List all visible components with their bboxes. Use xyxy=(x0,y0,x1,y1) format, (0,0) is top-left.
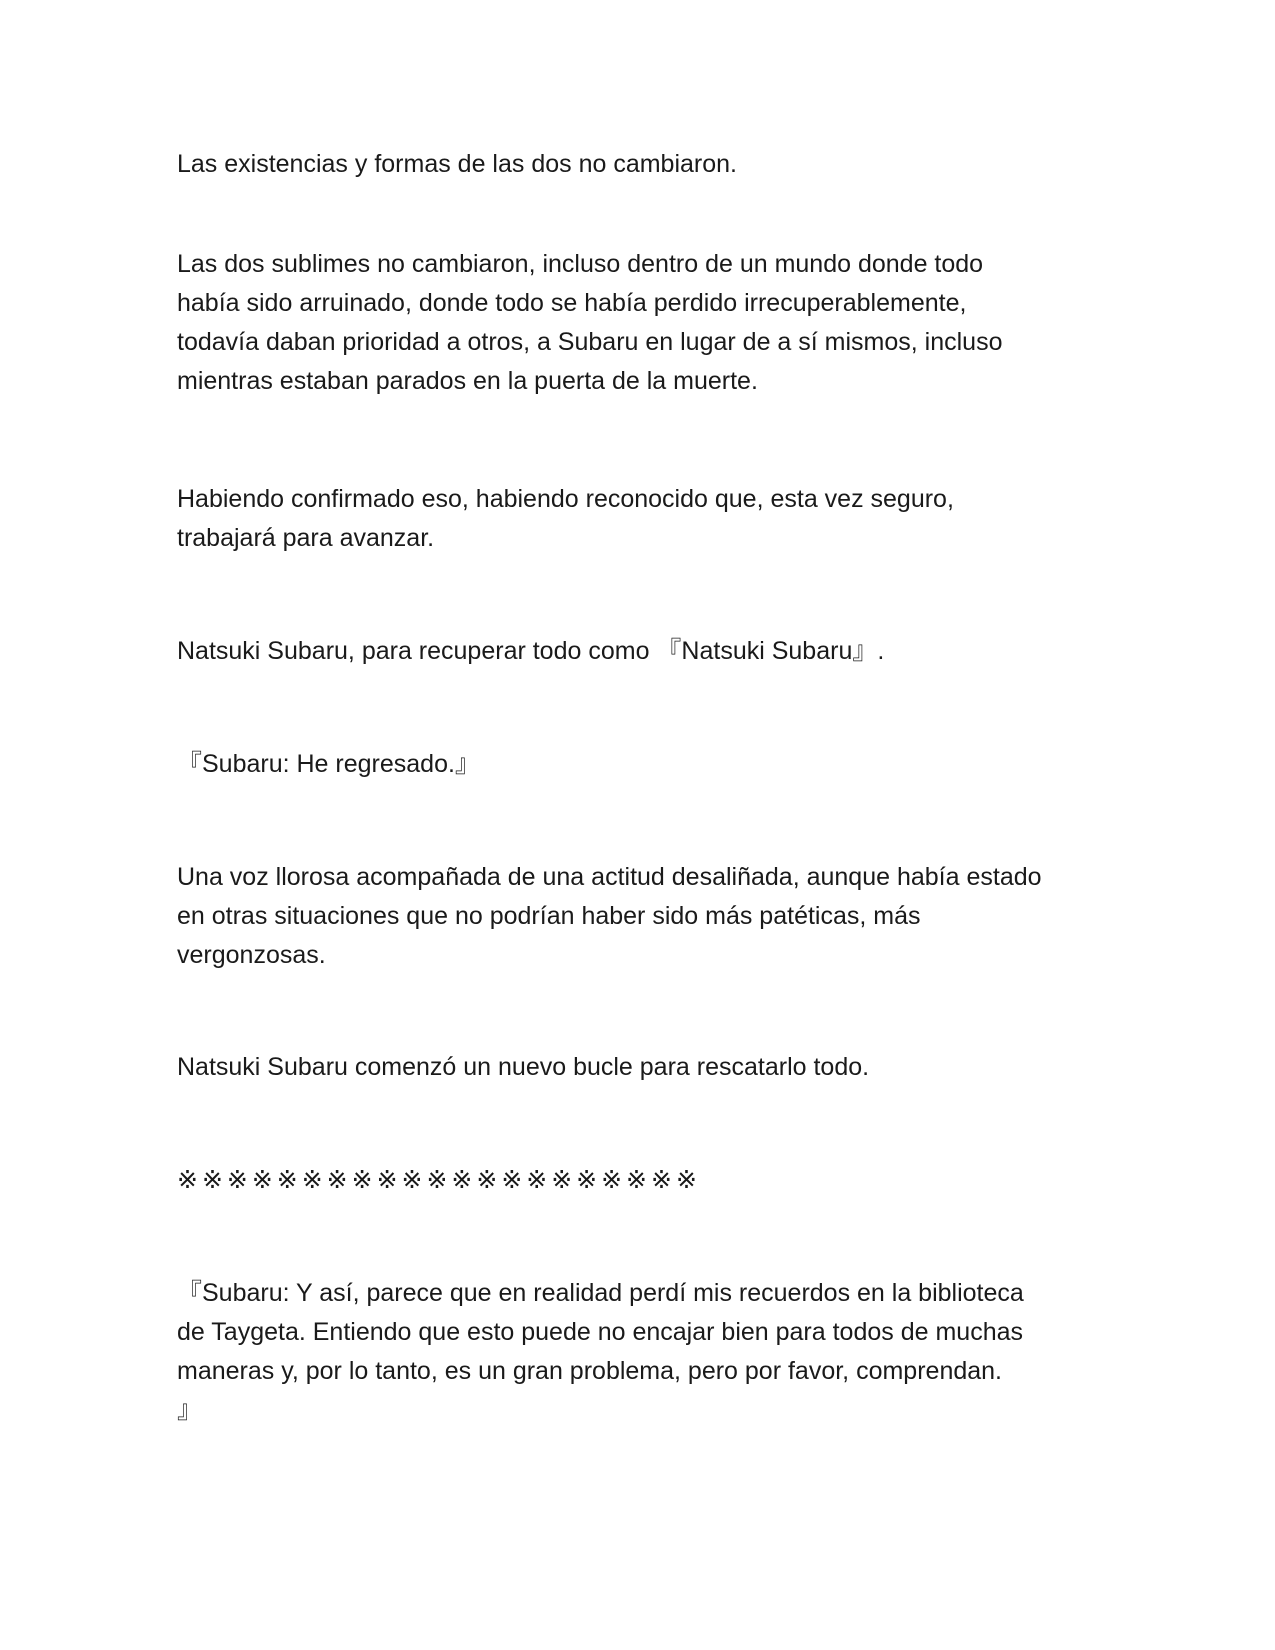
section-separator: ※※※※※※※※※※※※※※※※※※※※※ xyxy=(177,1166,701,1194)
paragraph-4: Natsuki Subaru, para recuperar todo como 『Natsuki Subaru』. xyxy=(177,637,885,665)
paragraph-5: Una voz llorosa acompañada de una actitud desaliñada, aunque había estado en otras situaciones que no podrían haber sido más patéticas, más vergonzosas. xyxy=(177,863,1042,969)
paragraph-2: Las dos sublimes no cambiaron, incluso dentro de un mundo donde todo había sido arruinado, donde todo se había perdido irrecuperablemente, todavía daban prioridad a otros, a Subaru en lugar de a sí mismos, incluso mientras estaban parados en la puerta de la muerte. xyxy=(177,250,1003,395)
paragraph-1: Las existencias y formas de las dos no cambiaron. xyxy=(177,150,737,178)
dialogue-line-1: 『Subaru: He regresado.』 xyxy=(177,750,480,778)
paragraph-6: Natsuki Subaru comenzó un nuevo bucle para rescatarlo todo. xyxy=(177,1053,870,1081)
dialogue-line-2: 『Subaru: Y así, parece que en realidad perdí mis recuerdos en la biblioteca de Taygeta. Entiendo que esto puede no encajar bien para todos de muchas maneras y, por lo tanto, es un gran problema, pero por favor, comprendan. 』 xyxy=(177,1279,1024,1424)
paragraph-3: Habiendo confirmado eso, habiendo reconocido que, esta vez seguro, trabajará para avanzar. xyxy=(177,485,954,552)
